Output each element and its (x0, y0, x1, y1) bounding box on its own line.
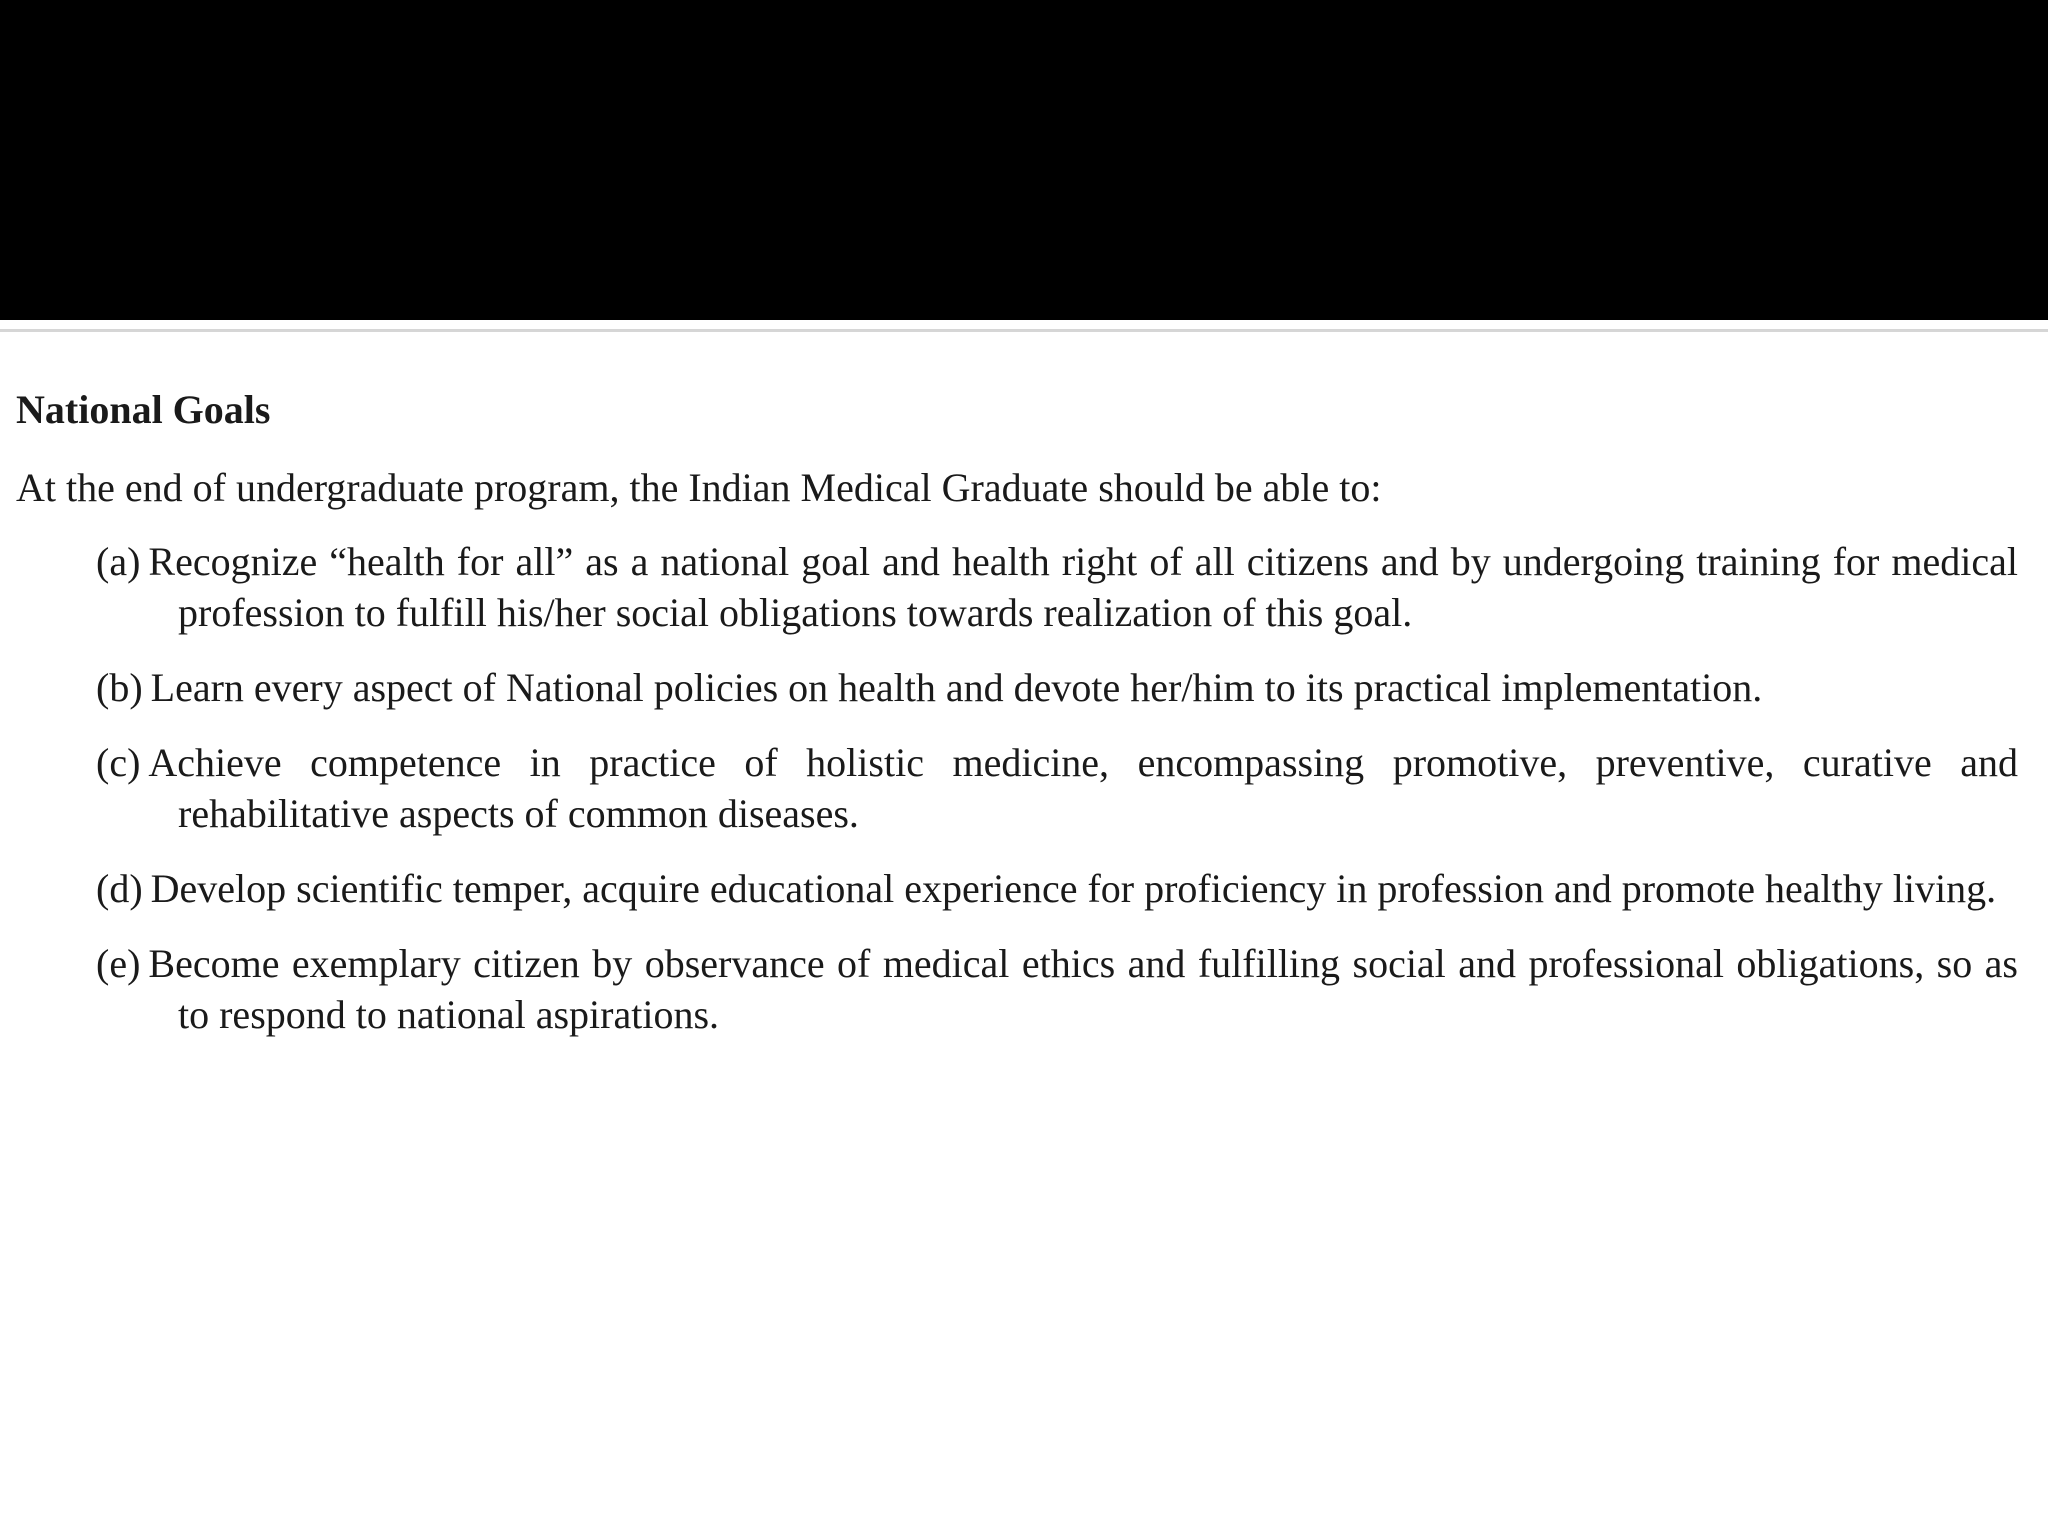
goal-item-e (96, 938, 2018, 1040)
goal-text: Achieve competence in practice of holistic medicine, encompassing promotive, preventive, curative and rehabilitative aspects of common diseases. (148, 740, 2018, 836)
goal-item-b (96, 662, 2018, 713)
goal-item-a (96, 536, 2018, 638)
goal-text: Learn every aspect of National policies on health and devote her/him to its practical implementation. (150, 665, 1763, 710)
header-divider (0, 329, 2048, 332)
goal-marker: (a) (96, 539, 141, 584)
section-heading: National Goals (16, 387, 271, 432)
goal-text: Develop scientific temper, acquire educational experience for proficiency in profession and promote healthy living. (150, 866, 1997, 911)
document-body (16, 382, 2018, 1064)
goal-item-c (96, 737, 2018, 839)
goal-marker: (c) (96, 740, 141, 785)
goal-item-d (96, 863, 2018, 914)
goals-list (16, 536, 2018, 1040)
goal-marker: (b) (96, 665, 143, 710)
goal-text: Become exemplary citizen by observance of medical ethics and fulfilling social and professional obligations, so as to respond to national aspirations. (148, 941, 2018, 1037)
goal-marker: (e) (96, 941, 141, 986)
goal-marker: (d) (96, 866, 143, 911)
slide-title-band (0, 0, 2048, 320)
intro-paragraph: At the end of undergraduate program, the Indian Medical Graduate should be able to: (16, 465, 1382, 510)
goal-text: Recognize “health for all” as a national goal and health right of all citizens and by undergoing training for medical profession to fulfill his/her social obligations towards realization of this goal. (148, 539, 2018, 635)
